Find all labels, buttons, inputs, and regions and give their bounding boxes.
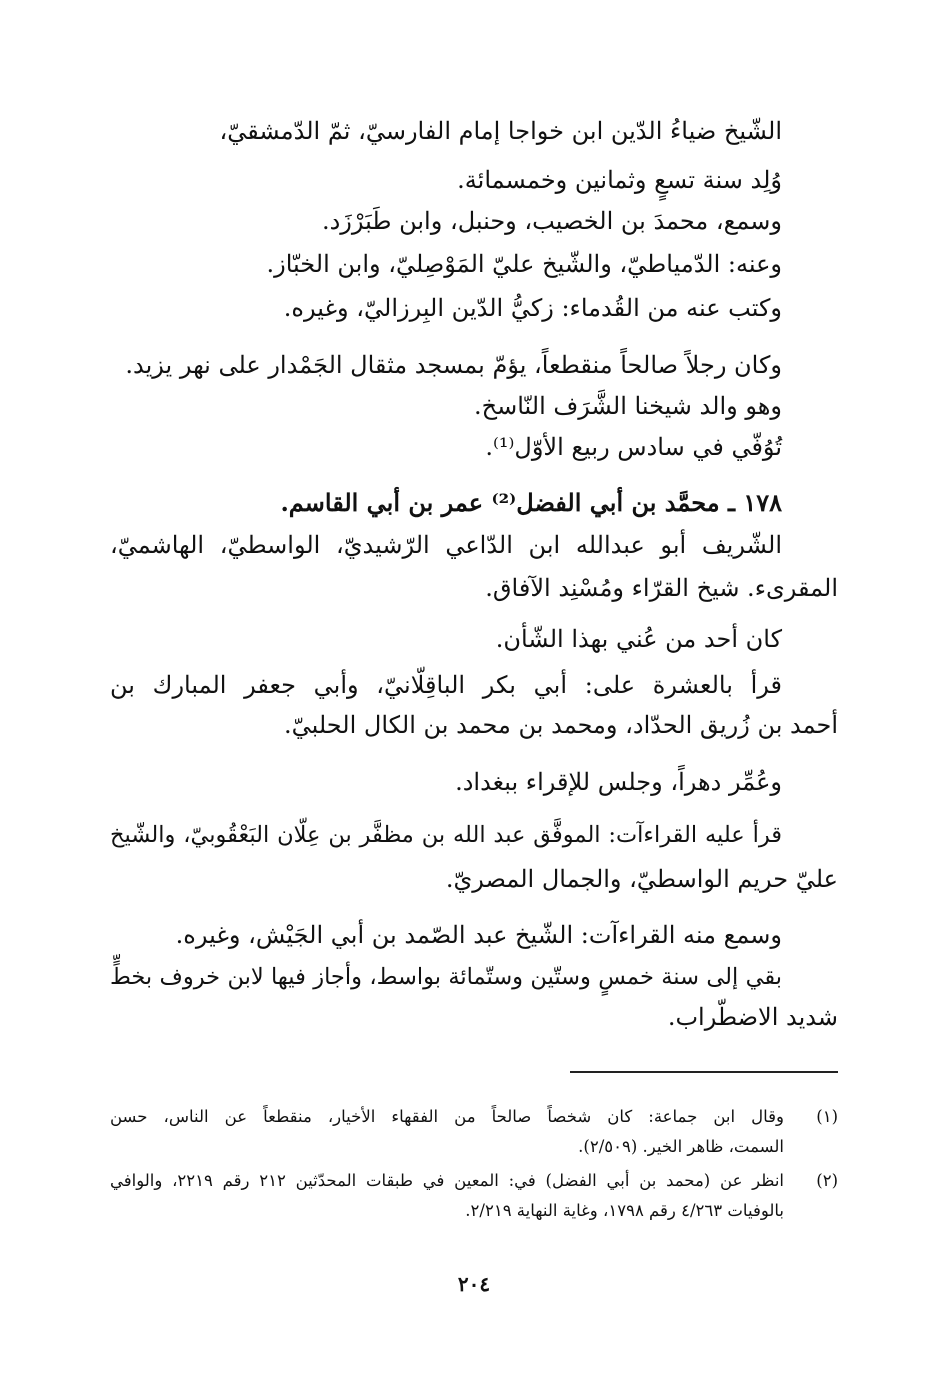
footnote-2	[110, 1166, 838, 1228]
text-line: وكان رجلاً صالحاً منقطعاً، يؤمّ بمسجد مثقال الجَمْدار على نهر يزيد.	[125, 351, 782, 379]
footnote-line: السمت، ظاهر الخير. (٢/٥٠٩).	[578, 1137, 784, 1156]
text-line: عليّ حريم الواسطيّ، والجمال المصريّ.	[445, 865, 838, 893]
footnote-number: (٢)	[816, 1171, 838, 1190]
text-line: وعُمِّر دهراً، وجلس للإقراء ببغداد.	[455, 768, 782, 796]
text-line: شديد الاضطّراب.	[667, 1003, 838, 1031]
footnote-text	[110, 1166, 784, 1226]
text-line: قرأ عليه القراءآت: الموفَّق عبد الله بن مظفَّر بن عِلّان البَعْقُوبيّ، والشّيخ	[110, 822, 782, 848]
text-line: الشّريف أبو عبدالله ابن الدّاعي الرّشيديّ، الواسطيّ، الهاشميّ،	[110, 531, 782, 559]
footnote-line: بالوفيات ٤/٢٦٣ رقم ١٧٩٨، وغاية النهاية ٢/٢١٩.	[465, 1201, 784, 1220]
footnote-number: (١)	[816, 1107, 838, 1126]
text-line: وكتب عنه من القُدماء: زكيُّ الدّين البِرزاليّ، وغيره.	[283, 294, 782, 322]
text-line: كان أحد من عُني بهذا الشّأن.	[495, 625, 782, 653]
text-line: وهو والد شيخنا الشَّرَف النّاسخ.	[473, 392, 782, 420]
footnote-text	[110, 1102, 784, 1162]
text-line: وسمع منه القراءآت: الشّيخ عبد الصّمد بن أبي الجَيْش، وغيره.	[175, 921, 782, 949]
book-page	[110, 0, 838, 1374]
text-line: قرأ بالعشرة على: أبي بكر الباقِلّانيّ، وأبي جعفر المبارك بن	[110, 671, 782, 699]
text-line: وسمع، محمدَ بن الخصيب، وحنبل، وابن طَبَرْزَد.	[321, 207, 782, 235]
text-line: المقرىء. شيخ القرّاء ومُسْنِد الآفاق.	[485, 574, 838, 602]
footnote-1	[110, 1102, 838, 1164]
text-line: وُلِد سنة تسعٍ وثمانين وخمسمائة.	[457, 166, 782, 194]
footnote-line: وقال ابن جماعة: كان شخصاً صالحاً من الفقهاء الأخيار، منقطعاً عن الناس، حسن	[110, 1107, 784, 1126]
footnote-line: انظر عن (محمد بن أبي الفضل) في: المعين في طبقات المحدّثين ٢١٢ رقم ٢٢١٩، والوافي	[110, 1171, 784, 1190]
text-line: وعنه: الدّمياطيّ، والشّيخ عليّ المَوْصِليّ، وابن الخبّاز.	[266, 250, 782, 278]
text-line: تُوُفّي في سادس ربيع الأوّل⁽¹⁾.	[485, 433, 782, 461]
page-number: ٢٠٤	[457, 1272, 491, 1296]
entry-heading: ١٧٨ ـ محمَّد بن أبي الفضل⁽²⁾ عمر بن أبي القاسم.	[280, 488, 782, 517]
text-line: الشّيخ ضياءُ الدّين ابن خواجا إمام الفارسيّ، ثمّ الدّمشقيّ،	[219, 117, 782, 145]
footnote-separator	[570, 1071, 838, 1073]
text-line: بقي إلى سنة خمسٍ وستّين وستّمائة بواسط، وأجاز فيها لابن خروف بخطٍّ	[110, 964, 782, 990]
text-line: أحمد بن زُريق الحدّاد، ومحمد بن محمد بن الكال الحلبيّ.	[283, 711, 838, 739]
